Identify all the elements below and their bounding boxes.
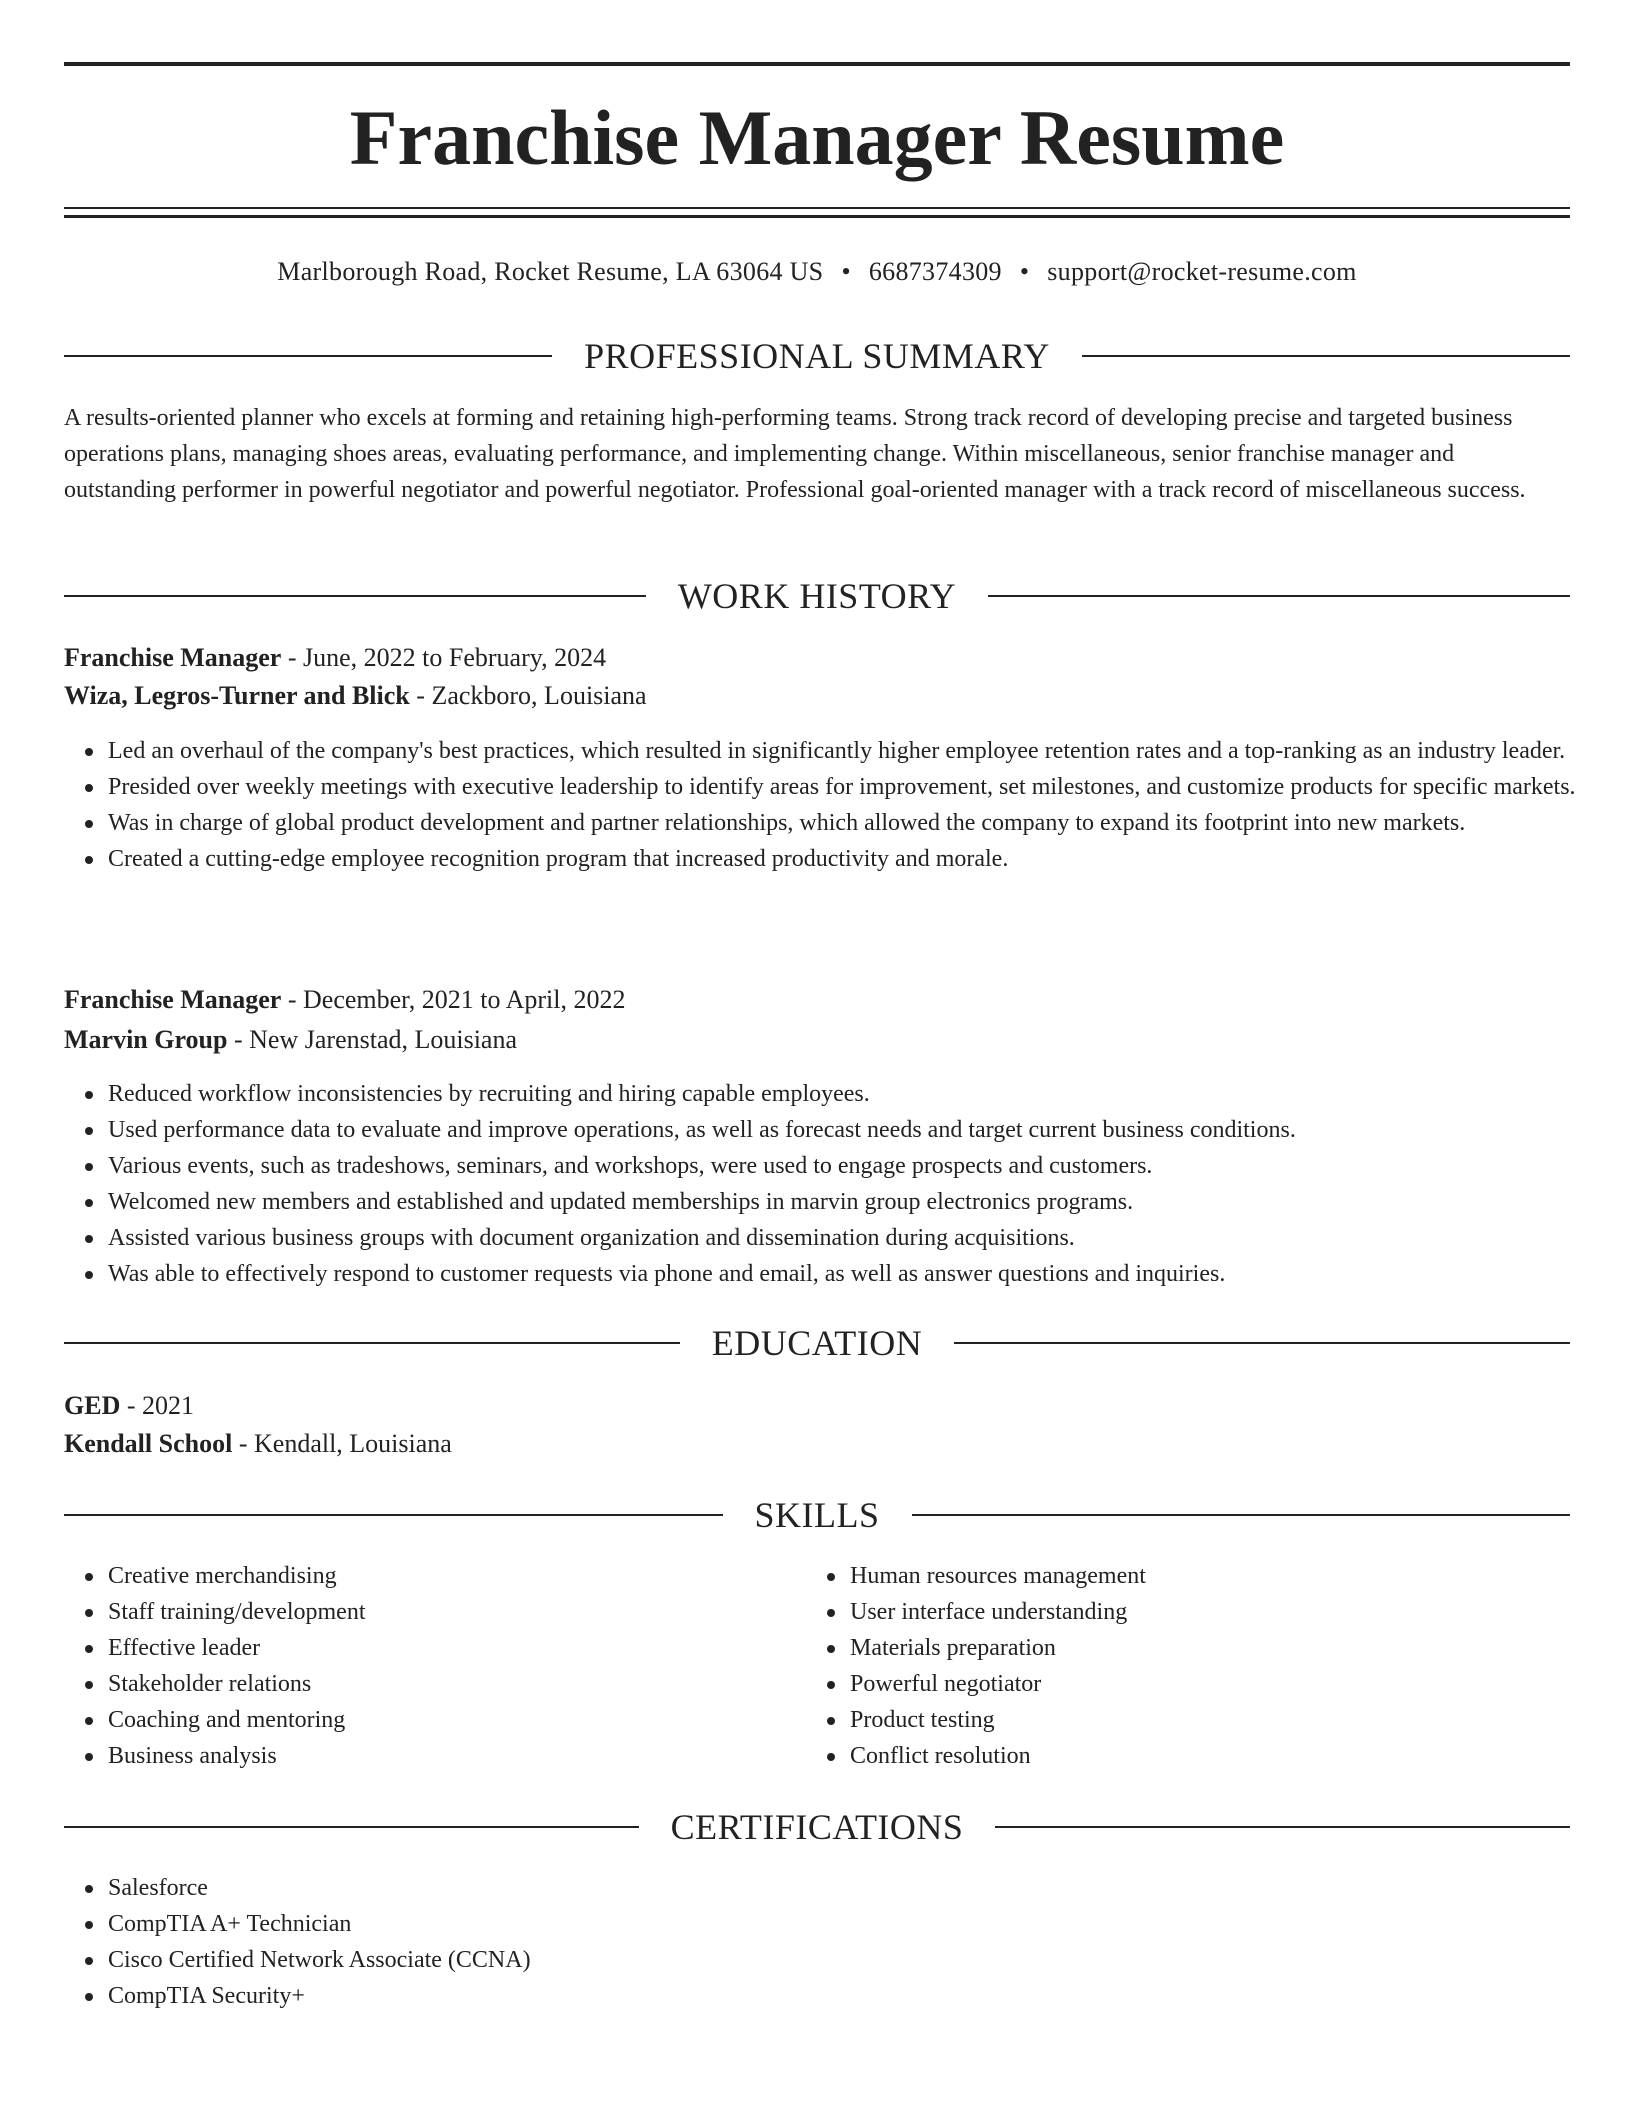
- contact-line: [64, 254, 1570, 290]
- section-title: PROFESSIONAL SUMMARY: [584, 336, 1050, 376]
- skill-item: Creative merchandising: [108, 1558, 1614, 1594]
- section-title: SKILLS: [754, 1495, 880, 1535]
- job-dates: December, 2021 to April, 2022: [303, 985, 626, 1014]
- company-location: Zackboro, Louisiana: [431, 681, 647, 710]
- education-school-line: Kendall School - Kendall, Louisiana: [64, 1429, 452, 1458]
- divider-line: [64, 1826, 639, 1828]
- certification-item: CompTIA A+ Technician: [108, 1906, 1614, 1942]
- section-header-certifications: [64, 1805, 1570, 1849]
- contact-separator: •: [1019, 257, 1030, 286]
- section-title: EDUCATION: [711, 1323, 923, 1363]
- list-item: Was able to effectively respond to customer requests via phone and email, as well as answer questions and inquiries.: [108, 1256, 1614, 1292]
- section-header-work: [64, 574, 1570, 618]
- list-item: Used performance data to evaluate and improve operations, as well as forecast needs and target current business conditions.: [108, 1112, 1614, 1148]
- education-degree-line: GED - 2021: [64, 1391, 195, 1420]
- job-2-bullets: [64, 1076, 1614, 1292]
- job-dates: June, 2022 to February, 2024: [303, 643, 607, 672]
- page-title: Franchise Manager Resume: [349, 94, 1285, 181]
- skill-item: Powerful negotiator: [850, 1666, 1632, 1702]
- school-location: Kendall, Louisiana: [254, 1429, 452, 1458]
- section-title: WORK HISTORY: [677, 576, 957, 616]
- skill-item: Business analysis: [108, 1738, 1614, 1774]
- skill-item: Materials preparation: [850, 1630, 1632, 1666]
- graduation-year: 2021: [142, 1391, 195, 1420]
- list-item: Created a cutting-edge employee recognition program that increased productivity and morale.: [108, 841, 1614, 877]
- section-header-summary: [64, 334, 1570, 378]
- list-item: Welcomed new members and established and updated memberships in marvin group electronics programs.: [108, 1184, 1614, 1220]
- skills-list-right: [806, 1558, 1632, 1774]
- skill-item: Conflict resolution: [850, 1738, 1632, 1774]
- contact-address: Marlborough Road, Rocket Resume, LA 63064 US: [277, 257, 824, 286]
- divider-line: [954, 1342, 1570, 1344]
- job-title: Franchise Manager: [64, 985, 282, 1014]
- degree: GED: [64, 1391, 121, 1420]
- divider-line: [912, 1514, 1571, 1516]
- skill-item: Stakeholder relations: [108, 1666, 1614, 1702]
- skill-item: Staff training/development: [108, 1594, 1614, 1630]
- skill-item: User interface understanding: [850, 1594, 1632, 1630]
- list-item: Reduced workflow inconsistencies by recruiting and hiring capable employees.: [108, 1076, 1614, 1112]
- divider-line: [995, 1826, 1570, 1828]
- top-rule: [64, 62, 1570, 66]
- section-header-education: [64, 1321, 1570, 1365]
- certification-item: CompTIA Security+: [108, 1978, 1614, 2014]
- list-item: Various events, such as tradeshows, seminars, and workshops, were used to engage prospects and customers.: [108, 1148, 1614, 1184]
- list-item: Presided over weekly meetings with executive leadership to identify areas for improvement, set milestones, and customize products for specific markets.: [108, 769, 1614, 805]
- divider-line: [1082, 355, 1570, 357]
- divider-line: [64, 355, 552, 357]
- certification-item: Cisco Certified Network Associate (CCNA): [108, 1942, 1614, 1978]
- divider-line: [64, 1514, 723, 1516]
- list-item: Was in charge of global product development and partner relationships, which allowed the company to expand its footprint into new markets.: [108, 805, 1614, 841]
- skill-item: Product testing: [850, 1702, 1632, 1738]
- school-name: Kendall School: [64, 1429, 233, 1458]
- section-title: CERTIFICATIONS: [670, 1807, 964, 1847]
- job-1-company-line: Wiza, Legros-Turner and Blick - Zackboro, Louisiana: [64, 681, 647, 710]
- list-item: Assisted various business groups with document organization and dissemination during acquisitions.: [108, 1220, 1614, 1256]
- certifications-list: [64, 1870, 1614, 2014]
- company-name: Marvin Group: [64, 1025, 228, 1054]
- contact-separator: •: [841, 257, 851, 286]
- list-item: Led an overhaul of the company's best practices, which resulted in significantly higher employee retention rates and a top-ranking as an industry leader.: [108, 733, 1614, 769]
- contact-phone: 6687374309: [868, 257, 1002, 286]
- company-name: Wiza, Legros-Turner and Blick: [64, 681, 410, 710]
- company-location: New Jarenstad, Louisiana: [249, 1025, 518, 1054]
- divider-line: [64, 595, 646, 597]
- title-rule-lower: [64, 215, 1570, 218]
- divider-line: [64, 1342, 680, 1344]
- summary-text: A results-oriented planner who excels at forming and retaining high-performing teams. Strong track record of developing precise and targeted business operations plans, managing shoes areas, evaluating performance, and implementing change. Within miscellaneous, senior franchise manager and outstanding performer in powerful negotiator and powerful negotiator. Professional goal-oriented manager with a track record of miscellaneous success.: [64, 405, 1526, 503]
- job-1-bullets: [64, 733, 1614, 877]
- job-2-company-line: Marvin Group - New Jarenstad, Louisiana: [64, 1025, 518, 1054]
- title-rule-upper: [64, 207, 1570, 209]
- contact-email: support@rocket-resume.com: [1047, 257, 1357, 286]
- certification-item: Salesforce: [108, 1870, 1614, 1906]
- job-2-title-line: Franchise Manager - December, 2021 to April, 2022: [64, 985, 626, 1014]
- job-title: Franchise Manager: [64, 643, 282, 672]
- skill-item: Coaching and mentoring: [108, 1702, 1614, 1738]
- skill-item: Effective leader: [108, 1630, 1614, 1666]
- section-header-skills: [64, 1493, 1570, 1537]
- divider-line: [988, 595, 1570, 597]
- skill-item: Human resources management: [850, 1558, 1632, 1594]
- job-1-title-line: Franchise Manager - June, 2022 to February, 2024: [64, 643, 607, 672]
